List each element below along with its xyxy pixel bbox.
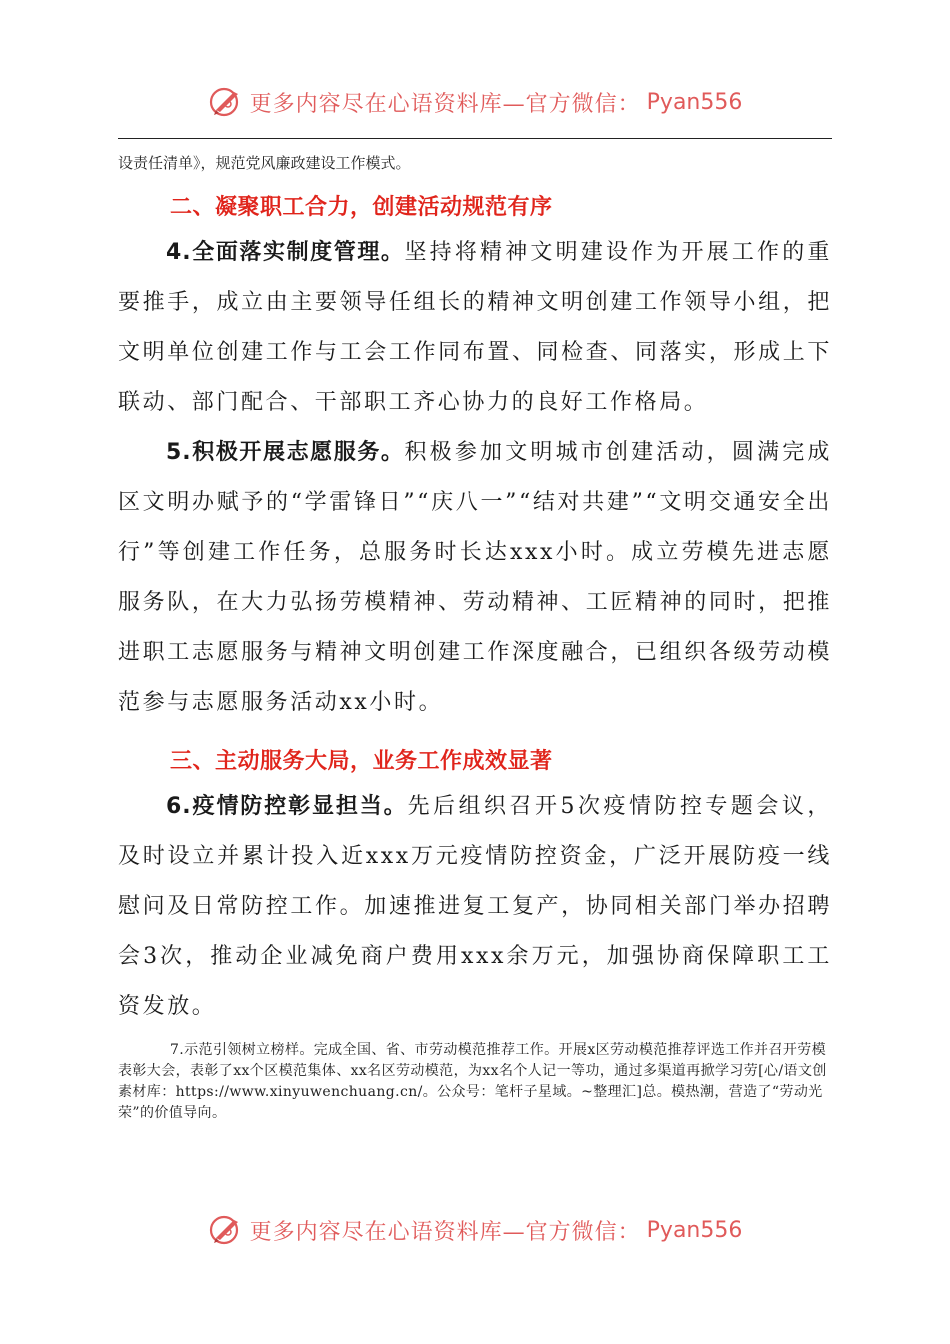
paragraph-6-title: 6.疫情防控彰显担当。 <box>166 794 408 819</box>
pen-logo-icon <box>208 1212 244 1248</box>
intro-line: 设责任清单》，规范党风廉政建设工作模式。 <box>118 154 411 172</box>
paragraph-5 <box>118 428 832 728</box>
header-banner <box>0 80 950 124</box>
footer-banner-text: 更多内容尽在心语资料库—官方微信： <box>249 1219 641 1245</box>
footer-banner <box>0 1208 950 1252</box>
footer-wechat-id: Pyan556 <box>646 1217 743 1243</box>
section-3-heading: 三、主动服务大局，业务工作成效显著 <box>170 749 553 774</box>
paragraph-5-text: 积极参加文明城市创建活动，圆满完成区文明办赋予的“学雷锋日”“庆八一”“结对共建”“文明交通安全出行”等创建工作任务，总服务时长达xxx小时。成立劳模先进志愿服务队，在大力弘扬劳模精神、劳动精神、工匠精神的同时，把推进职工志愿服务与精神文明创建工作深度融合，已组织各级劳动模范参与志愿服务活动xx小时。 <box>118 440 832 715</box>
pen-logo-icon <box>208 84 244 120</box>
paragraph-4-text: 坚持将精神文明建设作为开展工作的重要推手，成立由主要领导任组长的精神文明创建工作领导小组，把文明单位创建工作与工会工作同布置、同检查、同落实，形成上下联动、部门配合、干部职工齐心协力的良好工作格局。 <box>118 240 832 415</box>
paragraph-4-title: 4.全面落实制度管理。 <box>166 240 405 265</box>
paragraph-5-title: 5.积极开展志愿服务。 <box>166 440 405 465</box>
header-banner-inner <box>208 84 743 120</box>
paragraph-4 <box>118 228 832 428</box>
document-body <box>118 152 832 1124</box>
header-banner-text: 更多内容尽在心语资料库—官方微信： <box>249 91 641 117</box>
paragraph-6-text: 先后组织召开5次疫情防控专题会议，及时设立并累计投入近xxx万元疫情防控资金，广泛开展防疫一线慰问及日常防控工作。加速推进复工复产，协同相关部门举办招聘会3次，推动企业减免商户费用xxx余万元，加强协商保障职工工资发放。 <box>118 794 832 1019</box>
header-divider <box>118 138 832 139</box>
footer-banner-inner <box>208 1212 743 1248</box>
header-wechat-id: Pyan556 <box>646 89 743 115</box>
paragraph-6 <box>118 782 832 1032</box>
paragraph-7: 7.示范引领树立榜样。完成全国、省、市劳动模范推荐工作。开展x区劳动模范推荐评选工作并召开劳模表彰大会，表彰了xx个区模范集体、xx名区劳动模范，为xx名个人记一等功，通过多渠道再掀学习劳[心/语文创素材库：https://www.xinyuwenchuang.cn/。公众号：笔杆子星域。~整理汇]总。模热潮，营造了“劳动光荣”的价值导向。 <box>118 1042 827 1121</box>
section-2-heading: 二、凝聚职工合力，创建活动规范有序 <box>170 195 553 220</box>
